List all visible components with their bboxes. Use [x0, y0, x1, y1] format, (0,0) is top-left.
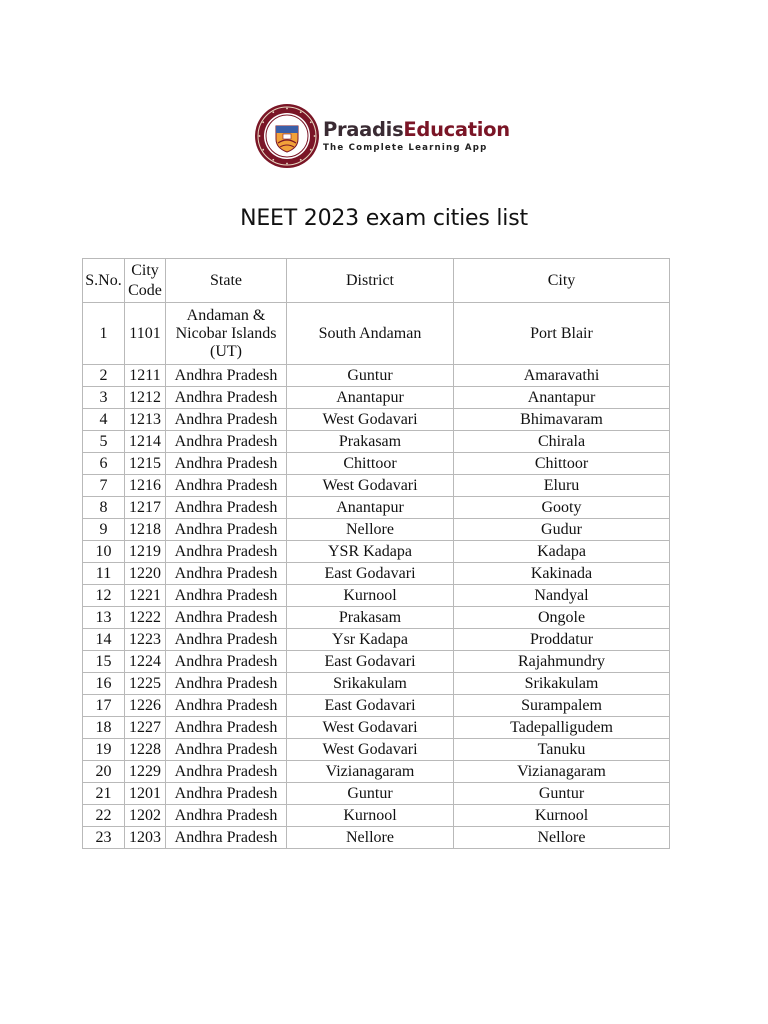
table-row: [83, 761, 670, 783]
cell-state: Andhra Pradesh: [166, 761, 287, 783]
cell-sno: 19: [83, 739, 125, 761]
cell-sno: 8: [83, 497, 125, 519]
cell-sno: 11: [83, 563, 125, 585]
cell-state: Andhra Pradesh: [166, 585, 287, 607]
table-row: [83, 629, 670, 651]
cell-state: Andhra Pradesh: [166, 827, 287, 849]
table-row: [83, 739, 670, 761]
cell-state: Andhra Pradesh: [166, 387, 287, 409]
cell-district: YSR Kadapa: [287, 541, 454, 563]
cell-city-code: 1222: [125, 607, 166, 629]
cell-city: Proddatur: [454, 629, 670, 651]
cell-district: Prakasam: [287, 431, 454, 453]
cell-district: Anantapur: [287, 497, 454, 519]
cell-city-code: 1217: [125, 497, 166, 519]
table-row: [83, 783, 670, 805]
table-row: [83, 673, 670, 695]
cell-district: Nellore: [287, 827, 454, 849]
brand-tagline: The Complete Learning App: [323, 143, 488, 153]
table-row: [83, 607, 670, 629]
header-sno: S.No.: [83, 259, 125, 303]
table-row: [83, 475, 670, 497]
cell-city-code: 1221: [125, 585, 166, 607]
table-row: [83, 563, 670, 585]
cell-city: Vizianagaram: [454, 761, 670, 783]
cell-district: East Godavari: [287, 651, 454, 673]
cell-city: Srikakulam: [454, 673, 670, 695]
cell-state: Andhra Pradesh: [166, 563, 287, 585]
cell-state: Andhra Pradesh: [166, 541, 287, 563]
table-row: [83, 695, 670, 717]
cell-city-code: 1219: [125, 541, 166, 563]
cell-district: Guntur: [287, 783, 454, 805]
cell-sno: 12: [83, 585, 125, 607]
cell-sno: 22: [83, 805, 125, 827]
cell-city-code: 1214: [125, 431, 166, 453]
cell-city-code: 1224: [125, 651, 166, 673]
cell-state: Andhra Pradesh: [166, 607, 287, 629]
cell-state: Andhra Pradesh: [166, 739, 287, 761]
cell-city-code: 1201: [125, 783, 166, 805]
cell-state: Andhra Pradesh: [166, 805, 287, 827]
table-row: [83, 541, 670, 563]
cell-city-code: 1213: [125, 409, 166, 431]
cell-sno: 15: [83, 651, 125, 673]
cell-city-code: 1211: [125, 365, 166, 387]
cell-district: Kurnool: [287, 585, 454, 607]
cell-city: Tadepalligudem: [454, 717, 670, 739]
cell-city: Kurnool: [454, 805, 670, 827]
cell-city: Chittoor: [454, 453, 670, 475]
cell-district: Anantapur: [287, 387, 454, 409]
cell-sno: 21: [83, 783, 125, 805]
cell-sno: 23: [83, 827, 125, 849]
cell-city-code: 1226: [125, 695, 166, 717]
cell-district: West Godavari: [287, 717, 454, 739]
brand-name: PraadisEducation: [323, 118, 510, 141]
cell-sno: 5: [83, 431, 125, 453]
cell-city-code: 1225: [125, 673, 166, 695]
cell-district: Ysr Kadapa: [287, 629, 454, 651]
cell-state: Andhra Pradesh: [166, 629, 287, 651]
brand-logo: [254, 100, 524, 172]
cell-district: Chittoor: [287, 453, 454, 475]
cell-city: Tanuku: [454, 739, 670, 761]
header-city-code: City Code: [125, 259, 166, 303]
header-district: District: [287, 259, 454, 303]
table-row: [83, 431, 670, 453]
table-row: [83, 497, 670, 519]
cell-sno: 16: [83, 673, 125, 695]
table-row: [83, 365, 670, 387]
cell-city: Nellore: [454, 827, 670, 849]
table-row: [83, 827, 670, 849]
cell-city-code: 1223: [125, 629, 166, 651]
cell-city-code: 1216: [125, 475, 166, 497]
table-row: [83, 717, 670, 739]
cell-district: Prakasam: [287, 607, 454, 629]
cell-state: Andhra Pradesh: [166, 783, 287, 805]
cell-district: Kurnool: [287, 805, 454, 827]
cell-state: Andhra Pradesh: [166, 409, 287, 431]
table-row: [83, 453, 670, 475]
cell-city: Chirala: [454, 431, 670, 453]
table-row: [83, 387, 670, 409]
cell-sno: 14: [83, 629, 125, 651]
cell-district: Guntur: [287, 365, 454, 387]
cell-sno: 6: [83, 453, 125, 475]
table-header-row: [83, 259, 670, 303]
cell-sno: 17: [83, 695, 125, 717]
cell-state: Andhra Pradesh: [166, 717, 287, 739]
cell-sno: 2: [83, 365, 125, 387]
cell-sno: 1: [83, 303, 125, 365]
cell-state: Andhra Pradesh: [166, 695, 287, 717]
cell-city-code: 1227: [125, 717, 166, 739]
logo-seal-icon: [254, 103, 320, 169]
cell-city: Amaravathi: [454, 365, 670, 387]
cell-district: West Godavari: [287, 739, 454, 761]
cell-city-code: 1228: [125, 739, 166, 761]
cell-sno: 10: [83, 541, 125, 563]
cell-state: Andhra Pradesh: [166, 519, 287, 541]
cell-city: Surampalem: [454, 695, 670, 717]
cell-district: East Godavari: [287, 695, 454, 717]
cell-state: Andhra Pradesh: [166, 673, 287, 695]
cell-state: Andhra Pradesh: [166, 365, 287, 387]
header-city: City: [454, 259, 670, 303]
cell-state: Andhra Pradesh: [166, 497, 287, 519]
cell-district: South Andaman: [287, 303, 454, 365]
cell-district: Nellore: [287, 519, 454, 541]
cell-city-code: 1203: [125, 827, 166, 849]
cell-city: Ongole: [454, 607, 670, 629]
cell-city: Port Blair: [454, 303, 670, 365]
cell-city-code: 1202: [125, 805, 166, 827]
cell-city: Rajahmundry: [454, 651, 670, 673]
cell-city-code: 1218: [125, 519, 166, 541]
cell-city: Guntur: [454, 783, 670, 805]
cell-sno: 20: [83, 761, 125, 783]
page-title: NEET 2023 exam cities list: [240, 206, 528, 231]
exam-cities-table: [82, 258, 670, 849]
header-state: State: [166, 259, 287, 303]
cell-state: Andhra Pradesh: [166, 431, 287, 453]
cell-district: West Godavari: [287, 409, 454, 431]
cell-city: Kadapa: [454, 541, 670, 563]
cell-city: Gooty: [454, 497, 670, 519]
cell-city-code: 1220: [125, 563, 166, 585]
cell-city-code: 1229: [125, 761, 166, 783]
cell-city-code: 1101: [125, 303, 166, 365]
cell-city: Gudur: [454, 519, 670, 541]
cell-sno: 18: [83, 717, 125, 739]
table-row: [83, 651, 670, 673]
table-row: [83, 303, 670, 365]
table-row: [83, 585, 670, 607]
table-row: [83, 409, 670, 431]
cell-city: Bhimavaram: [454, 409, 670, 431]
cell-city: Eluru: [454, 475, 670, 497]
cell-district: West Godavari: [287, 475, 454, 497]
cell-state: Andhra Pradesh: [166, 651, 287, 673]
cell-sno: 9: [83, 519, 125, 541]
cell-district: East Godavari: [287, 563, 454, 585]
cell-city-code: 1215: [125, 453, 166, 475]
cell-state: Andaman & Nicobar Islands (UT): [166, 303, 287, 365]
table-row: [83, 519, 670, 541]
cell-city-code: 1212: [125, 387, 166, 409]
cell-sno: 7: [83, 475, 125, 497]
cell-city: Kakinada: [454, 563, 670, 585]
table-row: [83, 805, 670, 827]
cell-sno: 3: [83, 387, 125, 409]
cell-city: Nandyal: [454, 585, 670, 607]
cell-city: Anantapur: [454, 387, 670, 409]
cell-sno: 13: [83, 607, 125, 629]
cell-state: Andhra Pradesh: [166, 475, 287, 497]
cell-sno: 4: [83, 409, 125, 431]
cell-district: Srikakulam: [287, 673, 454, 695]
cell-district: Vizianagaram: [287, 761, 454, 783]
cell-state: Andhra Pradesh: [166, 453, 287, 475]
